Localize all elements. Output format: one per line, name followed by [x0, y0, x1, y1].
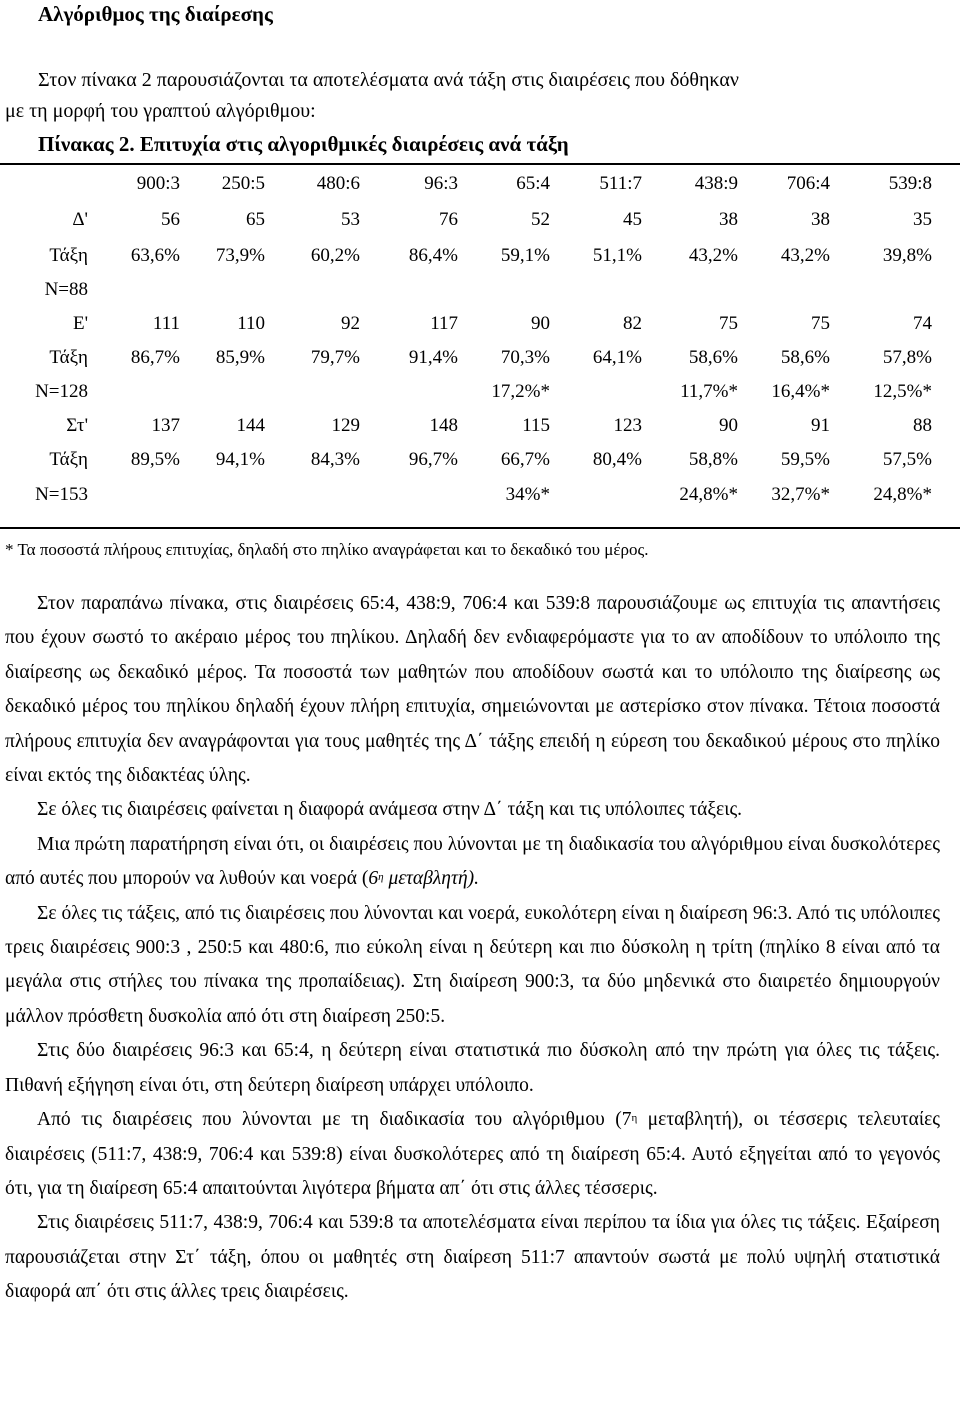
table-cell: 90: [719, 415, 738, 436]
table-column-header: 511:7: [599, 173, 642, 194]
paragraph-3-text: Μια πρώτη παρατήρηση είναι ότι, οι διαιρέσεις που λύνονται με τη διαδικασία του αλγόριθμου είναι δυσκολότερες από αυτές που μπορούν να λυθούν και νοερά (: [5, 833, 940, 890]
discussion-text: [5, 587, 940, 1310]
table-cell: 11,7%*: [680, 381, 738, 402]
table-cell: 43,2%: [780, 245, 830, 266]
table-cell: 129: [331, 415, 360, 436]
table-top-rule: [0, 163, 960, 165]
table-cell: 90: [531, 313, 550, 334]
paragraph-4: Σε όλες τις τάξεις, από τις διαιρέσεις που λύνονται και νοερά, ευκολότερη είναι η διαίρεση 96:3. Από τις υπόλοιπες τρεις διαιρέσεις 900:3 , 250:5 και 480:6, πιο εύκολη είναι η δεύτερη και πιο δύσκολη η τρίτη (πηλίκο 8 είναι από τα μεγάλα στις στήλες του πίνακα της προπαίδειας). Στη διαίρεση 900:3, τα δύο μηδενικά στο διαιρετέο δημιουργούν μάλλον πρόσθετη δυσκολία από ότι στη διαίρεση 250:5.: [5, 902, 940, 1027]
table-cell: 38: [719, 209, 738, 230]
table-cell: 24,8%*: [873, 484, 932, 505]
table-cell: 80,4%: [592, 449, 642, 470]
table-cell: 53: [341, 209, 360, 230]
table-cell: 73,9%: [215, 245, 265, 266]
table-cell: 59,5%: [780, 449, 830, 470]
table-cell: 32,7%*: [771, 484, 830, 505]
table-cell: 94,1%: [215, 449, 265, 470]
table-cell: 58,6%: [780, 347, 830, 368]
table-cell: 75: [719, 313, 738, 334]
table-cell: 76: [439, 209, 458, 230]
section-heading: Αλγόριθμος της διαίρεσης: [38, 2, 273, 26]
table-cell: 58,6%: [688, 347, 738, 368]
paragraph-1: Στον παραπάνω πίνακα, στις διαιρέσεις 65:4, 438:9, 706:4 και 539:8 παρουσιάζουμε ως επιτυχία τις απαντήσεις που έχουν σωστό το ακέραιο μέρος του πηλίκου. Δηλαδή δεν ενδιαφερόμαστε για το αν αποδίδουν το υπόλοιπο της διαίρεσης ως δεκαδικό μέρος. Τα ποσοστά των μαθητών που αποδίδουν σωστά και το υπόλοιπο της διαίρεσης ως δεκαδικό μέρος του πηλίκου δηλαδή έχουν πλήρη επιτυχία, σημειώνονται με αστερίσκο στον πίνακα. Τέτοια ποσοστά πλήρους επιτυχία δεν αναγράφονται για τους μαθητές της Δ΄ τάξης επειδή η εύρεση του δεκαδικού μέρους στο πηλίκο είναι εκτός της διδακτέας ύλης.: [5, 593, 940, 787]
intro-line-1: Στον πίνακα 2 παρουσιάζονται τα αποτελέσματα ανά τάξη στις διαιρέσεις που δόθηκαν: [38, 69, 739, 91]
table-cell: 64,1%: [592, 347, 642, 368]
paragraph-3-variable: μεταβλητή).: [383, 868, 479, 890]
table-column-header: 65:4: [516, 173, 550, 194]
table-cell: 16,4%*: [771, 381, 830, 402]
table-column-header: 250:5: [221, 173, 265, 194]
table-footnote: * Τα ποσοστά πλήρους επιτυχίας, δηλαδή στο πηλίκο αναγράφεται και το δεκαδικό του μέρος.: [5, 540, 649, 559]
table-row-label: Στ': [66, 415, 88, 436]
table-cell: 66,7%: [500, 449, 550, 470]
table-row-label: N=88: [44, 279, 88, 300]
table-cell: 59,1%: [500, 245, 550, 266]
table-row-label: N=153: [35, 484, 88, 505]
table-cell: 70,3%: [500, 347, 550, 368]
table-cell: 144: [236, 415, 265, 436]
table-row-label: Τάξη: [49, 449, 88, 470]
table-cell: 91: [811, 415, 830, 436]
paragraph-3-ordinal-sup: η: [378, 871, 384, 884]
table-cell: 60,2%: [310, 245, 360, 266]
table-cell: 86,7%: [130, 347, 180, 368]
table-cell: 56: [161, 209, 180, 230]
table-column-header: 706:4: [786, 173, 830, 194]
table-cell: 110: [237, 313, 265, 334]
table-row-label: Τάξη: [49, 245, 88, 266]
table-row-label: N=128: [35, 381, 88, 402]
table-caption: Πίνακας 2. Επιτυχία στις αλγοριθμικές διαιρέσεις ανά τάξη: [38, 132, 569, 156]
table-cell: 24,8%*: [679, 484, 738, 505]
paragraph-3-ordinal: 6: [368, 868, 379, 890]
table-cell: 115: [522, 415, 550, 436]
table-cell: 85,9%: [215, 347, 265, 368]
table-cell: 52: [531, 209, 550, 230]
table-cell: 35: [913, 209, 932, 230]
table-cell: 148: [429, 415, 458, 436]
table-cell: 84,3%: [310, 449, 360, 470]
table-cell: 79,7%: [310, 347, 360, 368]
table-column-header: 900:3: [136, 173, 180, 194]
table-cell: 96,7%: [408, 449, 458, 470]
table-cell: 12,5%*: [873, 381, 932, 402]
paragraph-6-ordinal-sup: η: [631, 1112, 638, 1125]
table-cell: 57,5%: [882, 449, 932, 470]
table-cell: 34%*: [505, 484, 550, 505]
table-cell: 58,8%: [688, 449, 738, 470]
paragraph-5: Στις δύο διαιρέσεις 96:3 και 65:4, η δεύτερη είναι στατιστικά πιο δύσκολη από την πρώτη για όλες τις τάξεις. Πιθανή εξήγηση είναι ότι, στη δεύτερη διαίρεση υπάρχει υπόλοιπο.: [5, 1040, 940, 1096]
table-cell: 88: [913, 415, 932, 436]
table-cell: 92: [341, 313, 360, 334]
paragraph-6: [5, 1103, 940, 1206]
table-column-header: 438:9: [694, 173, 738, 194]
table-row-label: Δ': [72, 209, 88, 230]
table-cell: 63,6%: [130, 245, 180, 266]
table-cell: 17,2%*: [491, 381, 550, 402]
table-row-label: Τάξη: [49, 347, 88, 368]
table-cell: 75: [811, 313, 830, 334]
table-cell: 123: [613, 415, 642, 436]
paragraph-3: [5, 828, 940, 897]
table-cell: 51,1%: [592, 245, 642, 266]
table-cell: 91,4%: [408, 347, 458, 368]
intro-line-2: με τη μορφή του γραπτού αλγόριθμου:: [5, 100, 316, 122]
table-column-header: 539:8: [888, 173, 932, 194]
table-cell: 45: [623, 209, 642, 230]
table-cell: 89,5%: [130, 449, 180, 470]
table-row-label: Ε': [72, 313, 88, 334]
paragraph-2: Σε όλες τις διαιρέσεις φαίνεται η διαφορά ανάμεσα στην Δ΄ τάξη και τις υπόλοιπες τάξεις.: [37, 799, 743, 821]
table-cell: 38: [811, 209, 830, 230]
table-cell: 82: [623, 313, 642, 334]
paragraph-6-text-b: μεταβλητή), οι τέσσερις τελευταίες διαιρέσεις (511:7, 438:9, 706:4 και 539:8) είναι δυσκολότερες από τη διαίρεση 65:4. Αυτό εξηγείται από το γεγονός ότι, για τη διαίρεση 65:4 απαιτούνται λιγότερα βήματα απ΄ ότι στις άλλες τέσσερις.: [5, 1109, 940, 1199]
table-column-header: 96:3: [424, 173, 458, 194]
table-cell: 57,8%: [882, 347, 932, 368]
table-cell: 111: [152, 313, 180, 334]
table-column-header: 480:6: [316, 173, 360, 194]
table-cell: 39,8%: [882, 245, 932, 266]
table-cell: 86,4%: [408, 245, 458, 266]
table-cell: 74: [913, 313, 932, 334]
paragraph-7: Στις διαιρέσεις 511:7, 438:9, 706:4 και 539:8 τα αποτελέσματα είναι περίπου τα ίδια για όλες τις τάξεις. Εξαίρεση παρουσιάζεται στην Στ΄ τάξη, όπου οι μαθητές στη διαίρεση 511:7 απαντούν σωστά με πολύ υψηλή στατιστικά διαφορά απ΄ ότι στις άλλες τρεις διαιρέσεις.: [5, 1212, 940, 1303]
table-cell: 117: [430, 313, 458, 334]
table-cell: 65: [246, 209, 265, 230]
table-cell: 43,2%: [688, 245, 738, 266]
paragraph-6-text-a: Από τις διαιρέσεις που λύνονται με τη διαδικασία του αλγόριθμου (7: [37, 1109, 632, 1131]
table-cell: 137: [151, 415, 180, 436]
table-bottom-rule: [0, 527, 960, 529]
